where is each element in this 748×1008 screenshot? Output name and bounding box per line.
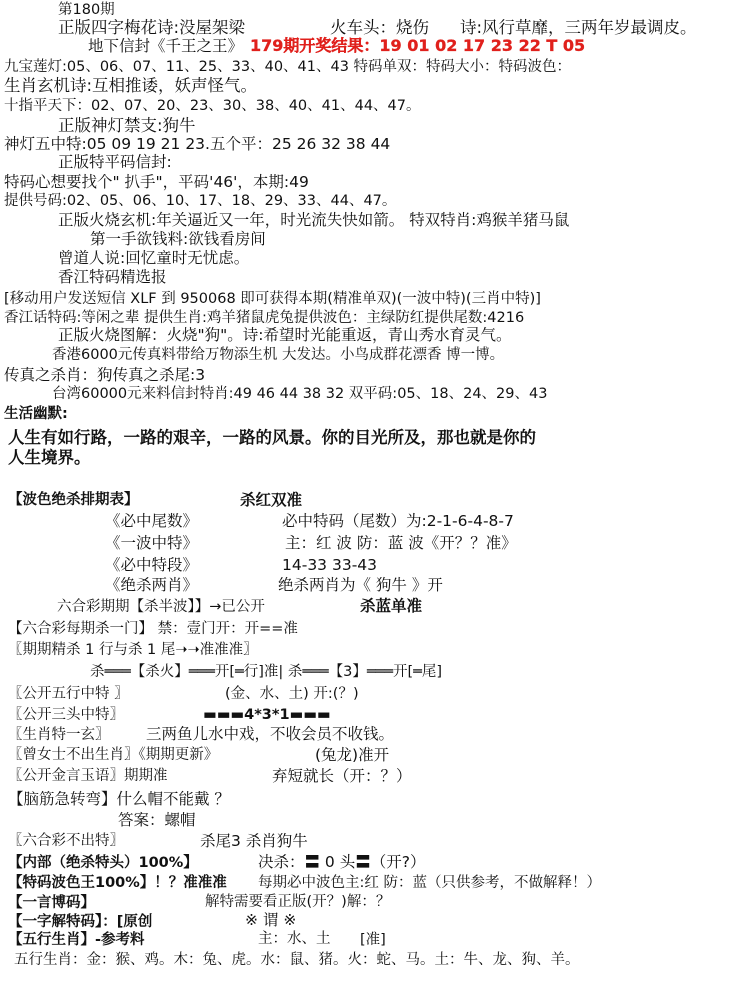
riddle-answer: 答案：螺帽 [118,811,196,829]
five-element-list: 五行生肖：金：猴、鸡。木：兔、虎。水：鼠、猪。火：蛇、马。土：牛、龙、狗、羊。 [14,952,580,968]
forbidden-branch-line: 正版神灯禁支:狗牛 [58,116,196,135]
hk-fax-line: 香港6000元传真料带给万物添生机 大发达。小鸟成群花漂香 博一博。 [52,347,505,363]
one-wave-value: 主：红 波 防：蓝 波《开？？准》 [285,534,517,552]
zodiac-mystery-value: 三两鱼儿水中戏，不收会员不收钱。 [146,725,395,743]
wave-king-label: 【特码波色王100%】！？准准准 [8,875,227,891]
half-wave-label: 六合彩期期【杀半波】】→已公开 [57,599,265,615]
ten-fingers-line: 十指平天下：02、07、20、23、30、38、40、41、44、47。 [4,98,421,114]
five-element-zodiac-label: 【五行生肖】-参考料 [8,932,145,948]
kill-one-gate-line: 【六合彩每期杀一门】 禁：壹门开：开==准 [8,621,298,637]
tail-label: 《必中尾数》 [105,512,199,530]
segment-value: 14-33 33-43 [282,556,378,574]
fax-kill-line: 传真之杀肖：狗传真之杀尾:3 [4,366,206,384]
golden-words-value: 弃短就长（开：？） [272,767,412,785]
internal-kill-label: 【内部（绝杀特头）100%】 [8,855,198,871]
three-head-label: 〖公开三头中特〗 [8,707,124,723]
riddle-question: 【脑筋急转弯】什么帽不能戴 ？ [8,790,230,808]
no-special-label: 〖六合彩不出特〗 [8,833,124,849]
taiwan-line: 台湾60000元来料信封特肖:49 46 44 38 32 双平码:05、18、24、29、43 [52,386,548,402]
internal-kill-value: 决杀：〓 0 头〓（开?） [258,853,426,871]
taoist-line: 曾道人说:回忆童时无忧虑。 [58,249,250,267]
five-element-value: (金、水、土) 开:(？) [225,686,359,702]
train-head-line: 火车头：烧伤 [330,18,429,37]
one-char-label: 【一字解特码】：[原创 [8,914,153,930]
kill-blue-odd: 杀蓝单准 [360,597,423,615]
underground-envelope-line: 地下信封《千王之王》 [88,37,244,55]
kill-fire-line: 杀═══【杀火】═══开[═行]准| 杀═══【3】═══开[═尾] [90,664,443,680]
tail-value: 必中特码（尾数）为:2-1-6-4-8-7 [282,512,514,530]
humor-title: 生活幽默: [4,406,68,422]
sms-promo-line: [移动用户发送短信 XLF 到 950068 即可获得本期(精准单双)(一波中特)(三肖中特)] [4,291,541,307]
no-special-value: 杀尾3 杀肖狗牛 [200,832,308,850]
first-hand-line: 第一手欲钱料:欲钱看房间 [90,230,266,248]
lotus-lamp-line: 九宝莲灯:05、06、07、11、25、33、40、41、43 特码单双：特码大小：特码波色： [4,59,572,75]
provided-numbers-line: 提供号码:02、05、06、10、17、18、29、33、44、47。 [4,193,397,209]
humor-text-2: 人生境界。 [8,448,91,467]
segment-label: 《必中特段》 [105,556,199,574]
five-element-zodiac-main: 主：水、土 [258,931,331,947]
plum-poem-line: 正版四字梅花诗:没屋架梁 [58,18,246,37]
five-numbers-line: 神灯五中特:05 09 19 21 23.五个平：25 26 32 38 44 [4,135,391,153]
humor-text-1: 人生有如行路，一路的艰辛，一路的风景。你的目光所及，那也就是你的 [8,428,536,447]
pickpocket-line: 特码心想要找个" 扒手"，平码'46'，本期:49 [4,173,309,191]
one-char-value: ※ 谓 ※ [245,911,297,929]
three-head-value: ▬▬▬4*3*1▬▬▬ [203,707,331,723]
zodiac-mystery-label: 〖生肖特一玄〗 [8,727,110,743]
kill-element-tail-line: 〖期期精杀 1 行与杀 1 尾➝➝准准准〗 [8,642,258,658]
fire-diagram-line: 正版火烧图解：火烧"狗"。诗:希望时光能重返，青山秀水育灵气。 [58,326,512,344]
five-element-label: 〖公开五行中特 〗 [8,686,129,702]
wave-king-value: 每期必中波色主:红 防：蓝（只供参考，不做解释！） [258,875,601,891]
five-element-zodiac-accurate: [准] [360,932,386,948]
ms-zeng-value: (兔龙)准开 [315,746,390,764]
hk-talk-line: 香江话特码:等闲之辈 提供生肖:鸡羊猪鼠虎兔提供波色：主绿防红提供尾数:4216 [4,310,525,326]
golden-words-label: 〖公开金言玉语〗期期准 [8,768,168,784]
color-kill-table-title: 【波色绝杀排期表】 [8,492,139,508]
one-wave-label: 《一波中特》 [105,534,199,552]
envelope-title: 正版特平码信封: [58,153,172,171]
fire-mystery-line: 正版火烧玄机:年关逼近又一年，时光流失快如箭。 特双特肖:鸡猴羊猪马鼠 [58,211,570,229]
zodiac-poem-line: 生肖玄机诗:互相推诿，妖声怪气。 [4,76,258,95]
kill-two-value: 绝杀两肖为《 狗牛 》开 [278,576,443,594]
issue-number: 第180期 [58,2,115,18]
kill-red-even: 杀红双准 [240,491,303,509]
poem-line: 诗:风行草靡，三两年岁最调皮。 [460,18,697,37]
one-word-code-value: 解特需要看正版(开？)解：？ [205,894,391,910]
kill-two-label: 《绝杀两肖》 [105,576,199,594]
hk-report-title: 香江特码精选报 [58,268,167,286]
previous-result-banner: 179期开奖结果：19 01 02 17 23 22 T 05 [250,36,586,55]
one-word-code-label: 【一言博码】 [8,895,95,911]
ms-zeng-label: 〖曾女士不出生肖〗《期期更新》 [8,747,219,763]
